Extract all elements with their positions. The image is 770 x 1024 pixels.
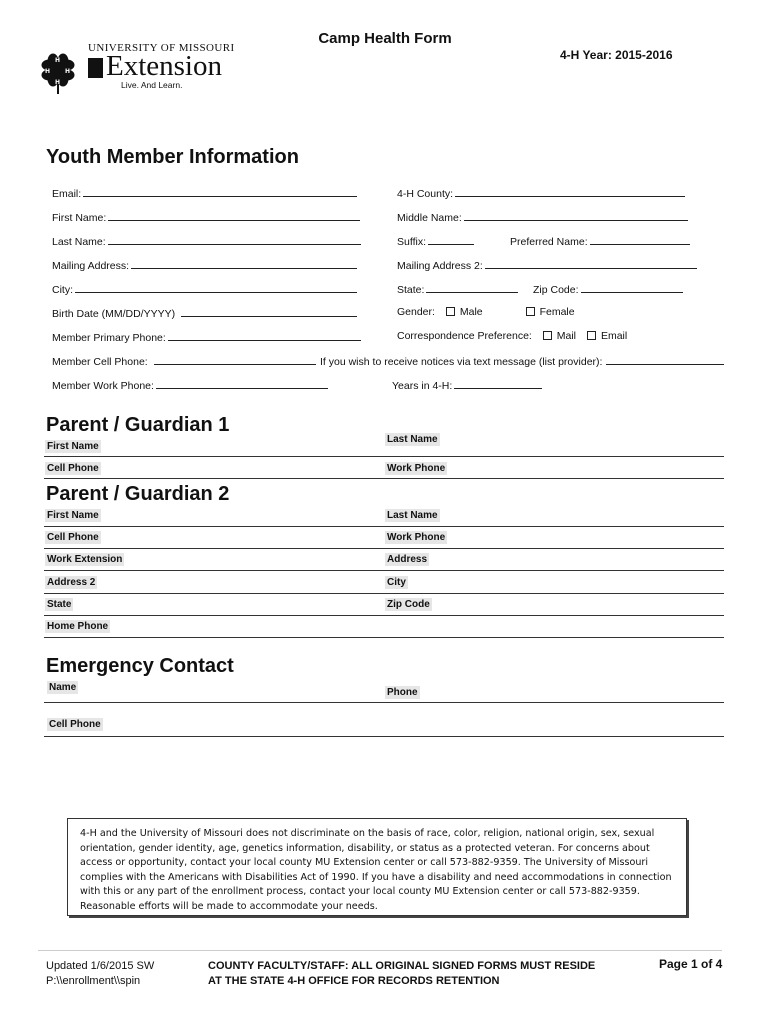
preferred-name-field[interactable] <box>510 234 690 248</box>
female-checkbox[interactable] <box>526 307 535 316</box>
county-field[interactable] <box>397 186 685 200</box>
footer-staff-line1: COUNTY FACULTY/STAFF: ALL ORIGINAL SIGNED FORMS MUST RESIDE <box>208 960 596 972</box>
state-label: State: <box>397 284 425 296</box>
divider <box>44 456 724 457</box>
mail-label: Mail <box>556 330 577 342</box>
county-label: 4-H County: <box>397 188 454 200</box>
mailing-address-field[interactable] <box>52 258 357 272</box>
cell-phone-label: Member Cell Phone: <box>52 356 148 368</box>
emergency-cell-phone-label[interactable]: Cell Phone <box>49 719 101 730</box>
guardian2-heading: Parent / Guardian 2 <box>46 483 230 505</box>
state-field[interactable] <box>397 282 518 296</box>
guardian1-cell-phone-label[interactable]: Cell Phone <box>47 463 99 474</box>
svg-text:H: H <box>55 79 61 86</box>
mailing-address-2-field[interactable] <box>397 258 697 272</box>
divider <box>44 637 724 638</box>
first-name-label: First Name: <box>52 212 107 224</box>
page-number: Page 1 of 4 <box>659 957 723 971</box>
svg-text:H: H <box>55 57 61 64</box>
emergency-phone-label[interactable]: Phone <box>387 687 418 698</box>
female-label: Female <box>539 306 575 318</box>
last-name-label: Last Name: <box>52 236 106 248</box>
guardian2-first-name-label[interactable]: First Name <box>47 510 99 521</box>
work-phone-label: Member Work Phone: <box>52 380 154 392</box>
svg-text:H: H <box>45 68 51 75</box>
guardian1-last-name-label[interactable]: Last Name <box>387 434 438 445</box>
zip-label: Zip Code: <box>533 284 579 296</box>
divider <box>44 615 724 616</box>
birth-date-field[interactable] <box>52 306 357 320</box>
guardian2-work-phone-label[interactable]: Work Phone <box>387 532 446 543</box>
clover-icon <box>36 46 80 96</box>
city-label: City: <box>52 284 73 296</box>
guardian2-last-name-label[interactable]: Last Name <box>387 510 438 521</box>
suffix-field[interactable] <box>397 234 474 248</box>
nondiscrimination-notice: 4-H and the University of Missouri does not discriminate on the basis of race, color, religion, national origin, sex, sexual orientation, gender identity, age, genetics information, disability, or status as a protected veteran. For concerns about access or opportunity, contact your local county MU Extension center or call 573-882-9359. The University of Missouri complies with the Americans with Disabilities Act of 1990. If you have a disability and need accommodations in connection with this or any part of the enrollment process, contact your local county MU Extension center or call 573-882-9359. Reasonable efforts will be made to accommodate your needs. <box>67 818 687 916</box>
divider <box>44 548 724 549</box>
email-label: Email: <box>52 188 82 200</box>
email-checkbox[interactable] <box>587 331 596 340</box>
form-title: Camp Health Form <box>318 30 452 47</box>
program-year: 4-H Year: 2015-2016 <box>560 48 673 62</box>
footer-staff-line2: AT THE STATE 4-H OFFICE FOR RECORDS RETENTION <box>208 975 500 987</box>
guardian2-city-label[interactable]: City <box>387 577 406 588</box>
guardian2-address-label[interactable]: Address <box>387 554 428 565</box>
gender-field <box>397 306 575 318</box>
birth-date-label: Birth Date (MM/DD/YYYY) <box>52 308 176 320</box>
divider <box>44 526 724 527</box>
middle-name-label: Middle Name: <box>397 212 462 224</box>
mizzou-m-icon <box>88 58 103 78</box>
divider <box>44 702 724 703</box>
email-field[interactable] <box>52 186 357 200</box>
guardian2-state-label[interactable]: State <box>47 599 72 610</box>
last-name-field[interactable] <box>52 234 361 248</box>
youth-heading: Youth Member Information <box>46 146 299 168</box>
divider <box>44 736 724 737</box>
divider <box>44 570 724 571</box>
divider <box>44 593 724 594</box>
footer-updated: Updated 1/6/2015 SW <box>46 960 155 972</box>
male-label: Male <box>459 306 483 318</box>
male-checkbox[interactable] <box>446 307 455 316</box>
first-name-field[interactable] <box>52 210 360 224</box>
emergency-name-label[interactable]: Name <box>49 682 77 693</box>
logo-tagline: Live. And Learn. <box>121 80 183 90</box>
text-notice-label: If you wish to receive notices via text message (list provider): <box>320 356 603 368</box>
gender-label: Gender: <box>397 306 435 318</box>
logo-university: UNIVERSITY OF MISSOURI <box>88 42 235 54</box>
guardian1-heading: Parent / Guardian 1 <box>46 414 230 436</box>
footer-path: P:\\enrollment\\spin <box>46 975 141 987</box>
suffix-label: Suffix: <box>397 236 426 248</box>
guardian2-home-phone-label[interactable]: Home Phone <box>47 621 109 632</box>
years-label: Years in 4-H: <box>392 380 453 392</box>
years-field[interactable] <box>392 378 542 392</box>
mailing-address-label: Mailing Address: <box>52 260 130 272</box>
emergency-heading: Emergency Contact <box>46 655 234 677</box>
guardian1-work-phone-label[interactable]: Work Phone <box>387 463 446 474</box>
zip-field[interactable] <box>533 282 683 296</box>
preferred-name-label: Preferred Name: <box>510 236 588 248</box>
primary-phone-field[interactable] <box>52 330 361 344</box>
text-provider-field[interactable] <box>320 354 724 368</box>
email-option-label: Email <box>600 330 628 342</box>
correspondence-label: Correspondence Preference: <box>397 330 532 342</box>
primary-phone-label: Member Primary Phone: <box>52 332 166 344</box>
svg-text:H: H <box>65 68 71 75</box>
footer-divider <box>38 950 722 951</box>
guardian2-cell-phone-label[interactable]: Cell Phone <box>47 532 99 543</box>
guardian1-first-name-label[interactable]: First Name <box>47 441 99 452</box>
cell-phone-field[interactable] <box>52 354 316 368</box>
mailing-address-2-label: Mailing Address 2: <box>397 260 483 272</box>
city-field[interactable] <box>52 282 357 296</box>
divider <box>44 478 724 479</box>
mu-extension-logo <box>36 42 236 102</box>
guardian2-address-2-label[interactable]: Address 2 <box>47 577 96 588</box>
guardian2-zip-label[interactable]: Zip Code <box>387 599 430 610</box>
mail-checkbox[interactable] <box>543 331 552 340</box>
work-phone-field[interactable] <box>52 378 328 392</box>
correspondence-field <box>397 330 627 342</box>
guardian2-work-extension-label[interactable]: Work Extension <box>47 554 123 565</box>
middle-name-field[interactable] <box>397 210 688 224</box>
logo-extension: Extension <box>106 50 222 82</box>
